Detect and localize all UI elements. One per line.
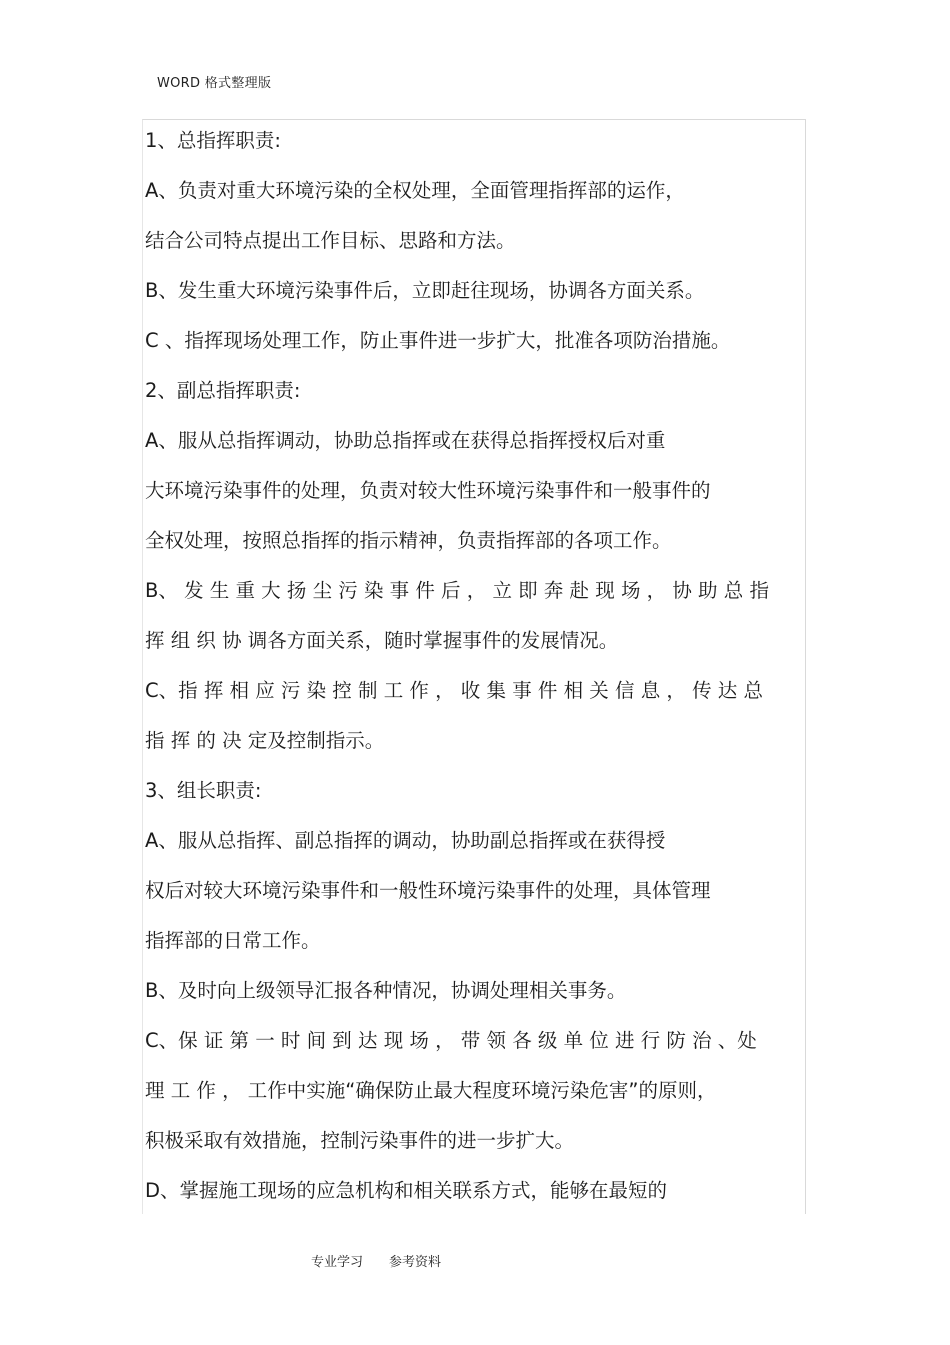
paragraph-line: C 、指挥现场处理工作，防止事件进一步扩大，批准各项防治措施。: [145, 329, 731, 352]
paragraph-line: 权后对较大环境污染事件和一般性环境污染事件的处理，具体管理: [145, 879, 711, 902]
paragraph-line: 挥 组 织 协 调各方面关系，随时掌握事件的发展情况。: [145, 629, 619, 652]
paragraph-line: B、及时向上级领导汇报各种情况，协调处理相关事务。: [145, 979, 627, 1002]
footer-left-text: 专业学习: [311, 1255, 364, 1270]
paragraph-line: D、掌握施工现场的应急机构和相关联系方式，能够在最短的: [145, 1179, 668, 1202]
section-heading-1: 1、总指挥职责:: [145, 129, 281, 152]
paragraph-line: 理 工 作 ， 工作中实施“确保防止最大程度环境污染危害”的原则，: [145, 1079, 717, 1102]
paragraph-line: 指挥部的日常工作。: [145, 929, 321, 952]
footer-right-text: 参考资料: [389, 1255, 442, 1270]
paragraph-line: B、发生重大环境污染事件后，立即赶往现场，协调各方面关系。: [145, 279, 705, 302]
paragraph-line: A、服从总指挥调动，协助总指挥或在获得总指挥授权后对重: [145, 429, 666, 452]
paragraph-line: C、保 证 第 一 时 间 到 达 现 场 ， 带 领 各 级 单 位 进 行 防 治 、处: [145, 1029, 757, 1052]
paragraph-line: A、服从总指挥、副总指挥的调动，协助副总指挥或在获得授: [145, 829, 666, 852]
paragraph-line: 指 挥 的 决 定及控制指示。: [145, 729, 385, 752]
section-heading-2: 2、副总指挥职责:: [145, 379, 301, 402]
paragraph-line: 积极采取有效措施，控制污染事件的进一步扩大。: [145, 1129, 575, 1152]
paragraph-line: 结合公司特点提出工作目标、思路和方法。: [145, 229, 516, 252]
paragraph-line: 大环境污染事件的处理，负责对较大性环境污染事件和一般事件的: [145, 479, 711, 502]
document-header: WORD 格式整理版: [157, 76, 272, 91]
paragraph-line: B、 发 生 重 大 扬 尘 污 染 事 件 后 ， 立 即 奔 赴 现 场 ， 协 助 总 指: [145, 579, 769, 602]
paragraph-line: 全权处理，按照总指挥的指示精神，负责指挥部的各项工作。: [145, 529, 672, 552]
section-heading-3: 3、组长职责:: [145, 779, 262, 802]
paragraph-line: C、指 挥 相 应 污 染 控 制 工 作 ， 收 集 事 件 相 关 信 息 ， 传 达 总: [145, 679, 763, 702]
paragraph-line: A、负责对重大环境污染的全权处理，全面管理指挥部的运作，: [145, 179, 685, 202]
